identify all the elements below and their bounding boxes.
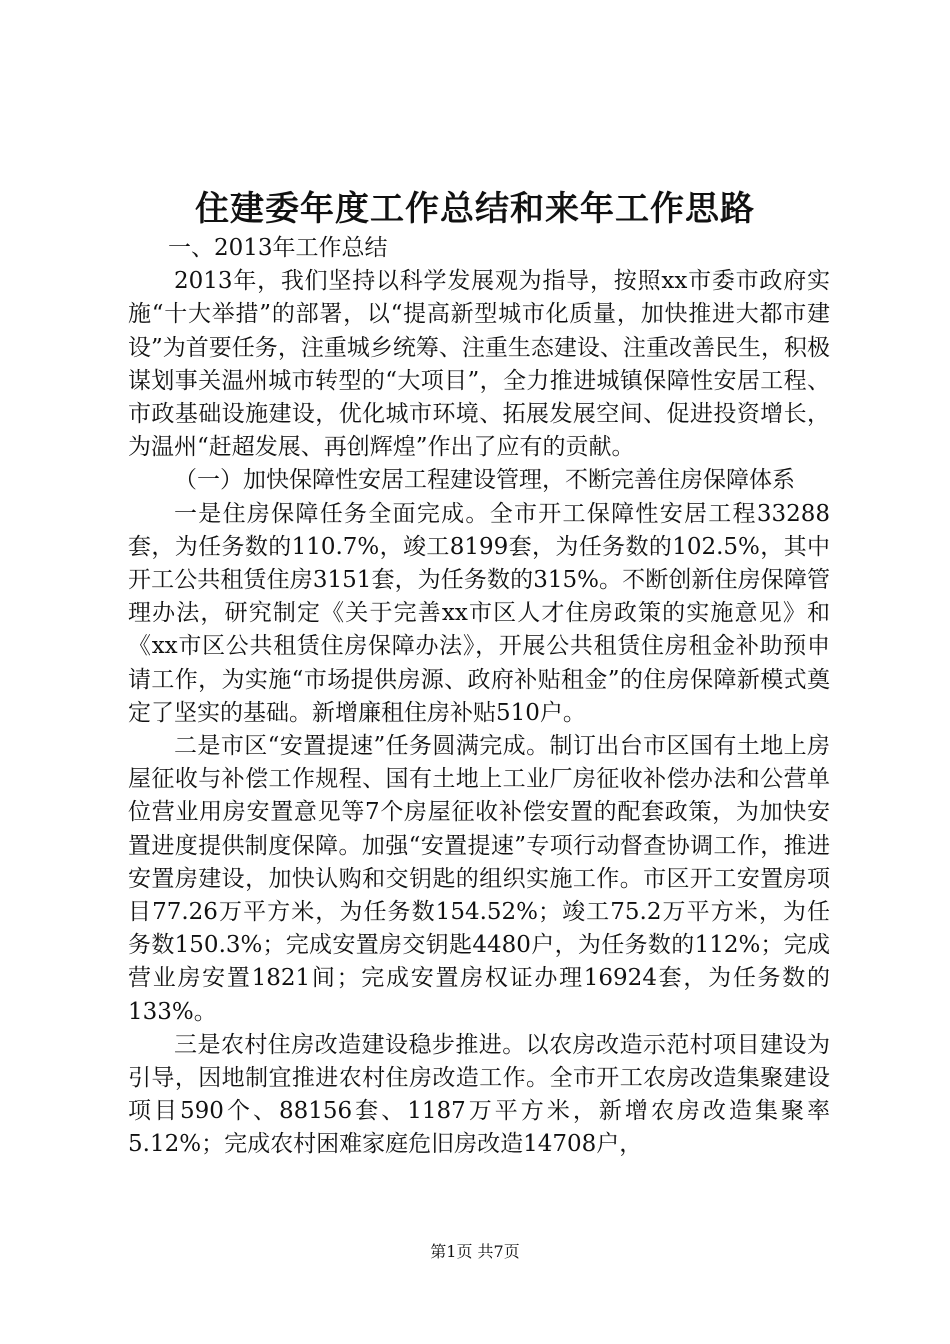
body-paragraph: 三是农村住房改造建设稳步推进。以农房改造示范村项目建设为引导，因地制宜推进农村住房改造工作。全市开工农房改造集聚建设项目590个、88156套、1187万平方米，新增农房改造集聚率5.12%；完成农村困难家庭危旧房改造14708户， xyxy=(128,1031,830,1158)
subsection-heading: （一）加快保障性安居工程建设管理，不断完善住房保障体系 xyxy=(174,467,795,494)
body-paragraph: 2013年，我们坚持以科学发展观为指导，按照xx市委市政府实施“十大举措”的部署，以“提高新型城市化质量，加快推进大都市建设”为首要任务，注重城乡统筹、注重生态建设、注重改善民生，积极谋划事关温州城市转型的“大项目”，全力推进城镇保障性安居工程、市政基础设施建设，优化城市环境、拓展发展空间、促进投资增长，为温州“赶超发展、再创辉煌”作出了应有的贡献。 xyxy=(128,268,830,461)
document-body xyxy=(128,232,830,1162)
body-paragraph: 一是住房保障任务全面完成。全市开工保障性安居工程33288套，为任务数的110.7%，竣工8199套，为任务数的102.5%，其中开工公共租赁住房3151套，为任务数的315%。不断创新住房保障管理办法，研究制定《关于完善xx市区人才住房政策的实施意见》和《xx市区公共租赁住房保障办法》，开展公共租赁住房租金补助预申请工作，为实施“市场提供房源、政府补贴租金”的住房保障新模式奠定了坚实的基础。新增廉租住房补贴510户。 xyxy=(128,500,830,726)
page-number-footer: 第1页 共7页 xyxy=(430,1242,520,1261)
body-paragraph: 二是市区“安置提速”任务圆满完成。制订出台市区国有土地上房屋征收与补偿工作规程、国有土地上工业厂房征收补偿办法和公营单位营业用房安置意见等7个房屋征收补偿安置的配套政策，为加快安置进度提供制度保障。加强“安置提速”专项行动督查协调工作，推进安置房建设，加快认购和交钥匙的组织实施工作。市区开工安置房项目77.26万平方米，为任务数154.52%；竣工75.2万平方米，为任务数150.3%；完成安置房交钥匙4480户，为任务数的112%；完成营业房安置1821间；完成安置房权证办理16924套，为任务数的133%。 xyxy=(128,733,830,1025)
document-title: 住建委年度工作总结和来年工作思路 xyxy=(195,189,755,229)
section-heading: 一、2013年工作总结 xyxy=(168,235,388,261)
